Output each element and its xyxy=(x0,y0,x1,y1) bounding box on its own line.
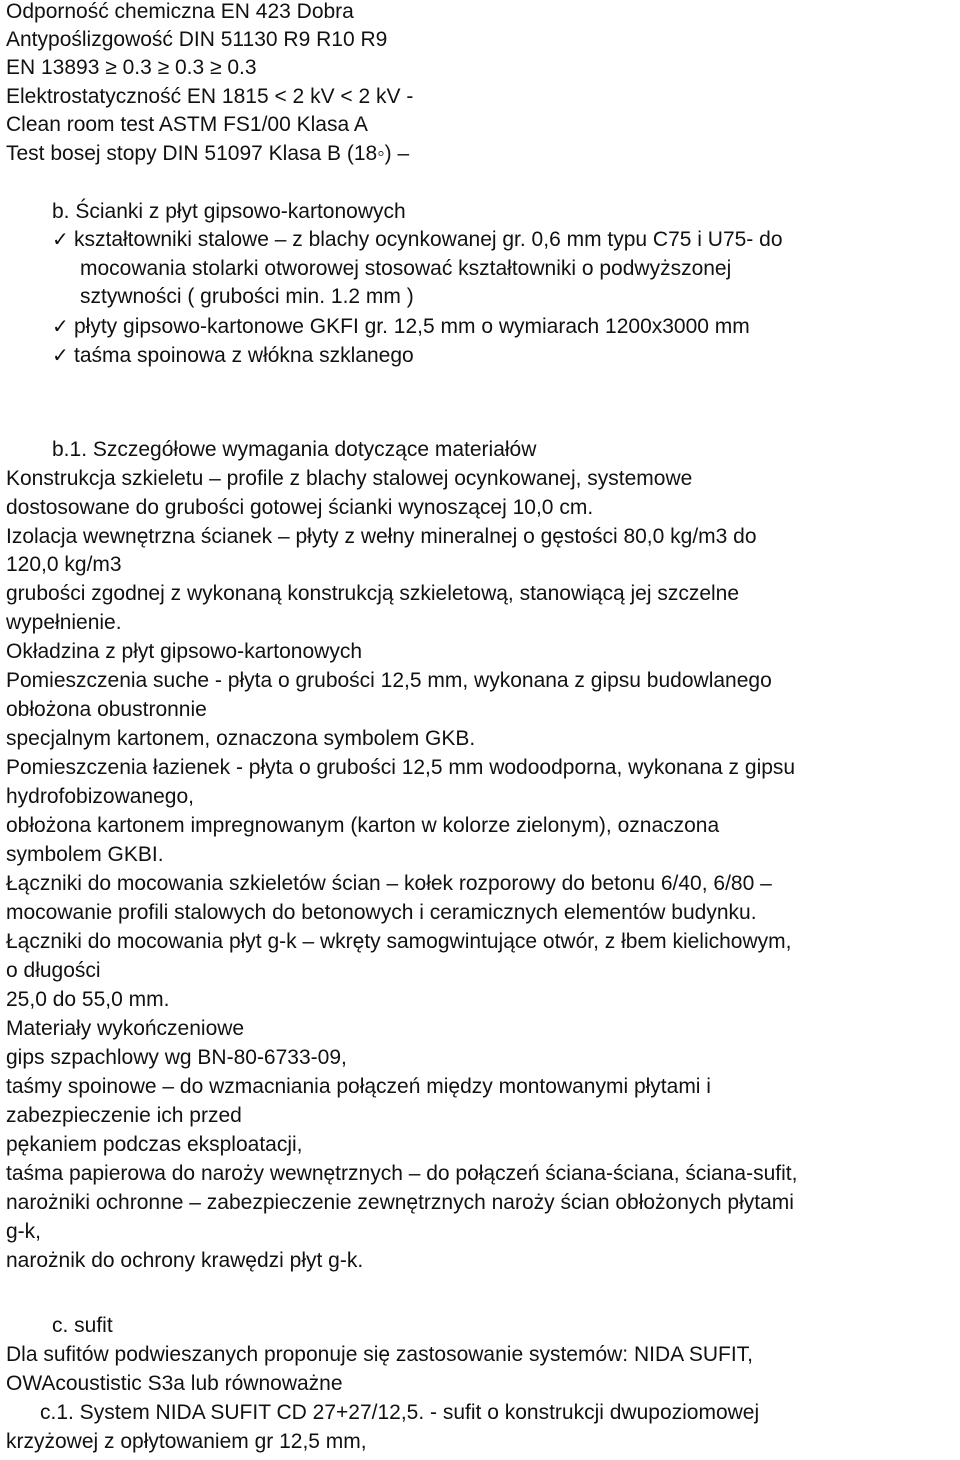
body-line: pękaniem podczas eksploatacji, xyxy=(6,1133,303,1156)
body-line: Dla sufitów podwieszanych proponuje się zastosowanie systemów: NIDA SUFIT, xyxy=(6,1343,753,1366)
property-line: EN 13893 ≥ 0.3 ≥ 0.3 ≥ 0.3 xyxy=(6,56,257,79)
body-line: Pomieszczenia suche - płyta o grubości 12,5 mm, wykonana z gipsu budowlanego xyxy=(6,669,772,692)
body-line: narożniki ochronne – zabezpieczenie zewnętrznych naroży ścian obłożonych płytami xyxy=(6,1191,794,1214)
body-line: symbolem GKBI. xyxy=(6,843,164,866)
body-line: Materiały wykończeniowe xyxy=(6,1017,245,1040)
check-item-text: kształtowniki stalowe – z blachy ocynkowanej gr. 0,6 mm typu C75 i U75- do xyxy=(74,228,783,251)
checkmark-icon: ✓ xyxy=(52,316,69,338)
body-line: dostosowane do grubości gotowej ścianki wynoszącej 10,0 cm. xyxy=(6,496,594,519)
section-c-heading: c. sufit xyxy=(52,1314,113,1337)
checkmark-icon: ✓ xyxy=(52,345,69,367)
body-line: obłożona kartonem impregnowanym (karton w kolorze zielonym), oznaczona xyxy=(6,814,720,837)
section-b1-heading: b.1. Szczegółowe wymagania dotyczące materiałów xyxy=(52,438,537,461)
body-line: taśmy spoinowe – do wzmacniania połączeń między montowanymi płytami i xyxy=(6,1075,711,1098)
body-line: Okładzina z płyt gipsowo-kartonowych xyxy=(6,640,362,663)
section-c1-heading: c.1. System NIDA SUFIT CD 27+27/12,5. - sufit o konstrukcji dwupoziomowej xyxy=(40,1401,760,1424)
body-line: specjalnym kartonem, oznaczona symbolem GKB. xyxy=(6,727,476,750)
body-line: gips szpachlowy wg BN-80-6733-09, xyxy=(6,1046,347,1069)
body-line: taśma papierowa do naroży wewnętrznych – do połączeń ściana-ściana, ściana-sufit, xyxy=(6,1162,798,1185)
property-line: Clean room test ASTM FS1/00 Klasa A xyxy=(6,113,368,136)
body-line: o długości xyxy=(6,959,101,982)
section-b-heading: b. Ścianki z płyt gipsowo-kartonowych xyxy=(52,200,406,223)
checkmark-icon: ✓ xyxy=(52,229,69,251)
check-item-continuation: sztywności ( grubości min. 1.2 mm ) xyxy=(80,285,414,308)
property-line: Test bosej stopy DIN 51097 Klasa B (18◦) – xyxy=(6,142,410,165)
body-line: 120,0 kg/m3 xyxy=(6,553,122,576)
body-line: narożnik do ochrony krawędzi płyt g-k. xyxy=(6,1249,364,1272)
body-line: Łączniki do mocowania szkieletów ścian – kołek rozporowy do betonu 6/40, 6/80 – xyxy=(6,872,772,895)
body-line: hydrofobizowanego, xyxy=(6,785,194,808)
body-line: 25,0 do 55,0 mm. xyxy=(6,988,170,1011)
body-line: Izolacja wewnętrzna ścianek – płyty z wełny mineralnej o gęstości 80,0 kg/m3 do xyxy=(6,525,757,548)
body-line: Pomieszczenia łazienek - płyta o grubości 12,5 mm wodoodporna, wykonana z gipsu xyxy=(6,756,796,779)
body-line: Konstrukcja szkieletu – profile z blachy stalowej ocynkowanej, systemowe xyxy=(6,467,693,490)
check-item-text: płyty gipsowo-kartonowe GKFI gr. 12,5 mm o wymiarach 1200x3000 mm xyxy=(74,315,750,338)
check-item xyxy=(52,313,750,341)
body-line: wypełnienie. xyxy=(6,611,122,634)
body-line: zabezpieczenie ich przed xyxy=(6,1104,242,1127)
check-item-continuation: mocowania stolarki otworowej stosować kształtowniki o podwyższonej xyxy=(80,257,732,280)
body-line: mocowanie profili stalowych do betonowych i ceramicznych elementów budynku. xyxy=(6,901,757,924)
body-line: Łączniki do mocowania płyt g-k – wkręty samogwintujące otwór, z łbem kielichowym, xyxy=(6,930,792,953)
body-line: obłożona obustronnie xyxy=(6,698,207,721)
check-item xyxy=(52,342,414,370)
body-line: krzyżowej z opłytowaniem gr 12,5 mm, xyxy=(6,1430,367,1453)
body-line: g-k, xyxy=(6,1220,42,1243)
property-line: Odporność chemiczna EN 423 Dobra xyxy=(6,0,354,23)
check-item xyxy=(52,226,783,254)
body-line: grubości zgodnej z wykonaną konstrukcją szkieletową, stanowiącą jej szczelne xyxy=(6,582,740,605)
property-line: Antypoślizgowość DIN 51130 R9 R10 R9 xyxy=(6,28,388,51)
check-item-text: taśma spoinowa z włókna szklanego xyxy=(74,344,414,367)
property-line: Elektrostatyczność EN 1815 < 2 kV < 2 kV - xyxy=(6,85,414,108)
body-line: OWAcoustistic S3a lub równoważne xyxy=(6,1372,343,1395)
